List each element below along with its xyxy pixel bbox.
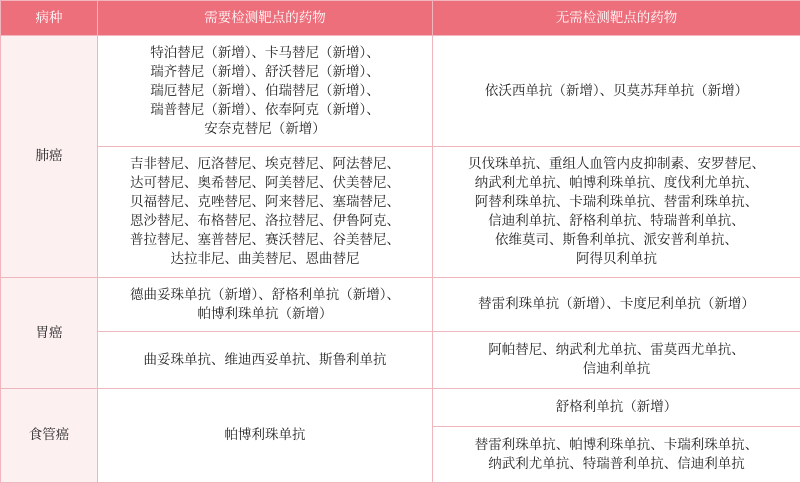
lung-need-new xyxy=(98,36,433,147)
drug-list: 舒格利单抗（新增） xyxy=(437,398,796,417)
disease-label: 胃癌 xyxy=(36,325,63,341)
drug-list: 吉非替尼、厄洛替尼、埃克替尼、阿法替尼、 达可替尼、奥希替尼、阿美替尼、伏美替尼、 贝福替尼、克唑替尼、阿来替尼、塞瑞替尼、 恩沙替尼、布格替尼、洛拉替尼、伊鲁阿克、 普拉替尼、塞普替尼、赛沃替尼、谷美替尼、 达拉非尼、曲美替尼、恩曲替尼 xyxy=(102,155,428,269)
disease-lung xyxy=(1,36,98,278)
stomach-need-old xyxy=(98,332,433,389)
esophagus-noneed-new xyxy=(433,389,800,427)
header-disease: 病种 xyxy=(1,1,98,36)
drug-list: 替雷利珠单抗（新增）、卡度尼利单抗（新增） xyxy=(437,295,796,314)
drug-list: 替雷利珠单抗、帕博利珠单抗、卡瑞利珠单抗、 纳武利尤单抗、特瑞普利单抗、信迪利单抗 xyxy=(437,436,796,474)
table-row xyxy=(1,278,800,332)
stomach-noneed-old xyxy=(433,332,800,389)
disease-esophagus xyxy=(1,389,98,483)
drug-list: 阿帕替尼、纳武利尤单抗、雷莫西尤单抗、 信迪利单抗 xyxy=(437,341,796,379)
table-row xyxy=(1,147,800,278)
lung-noneed-new xyxy=(433,36,800,147)
header-no-test: 无需检测靶点的药物 xyxy=(433,1,800,36)
lung-noneed-old xyxy=(433,147,800,278)
header-need-test: 需要检测靶点的药物 xyxy=(98,1,433,36)
drug-list: 帕博利珠单抗 xyxy=(102,426,428,445)
stomach-noneed-new xyxy=(433,278,800,332)
drug-list: 德曲妥珠单抗（新增）、舒格利单抗（新增）、 帕博利珠单抗（新增） xyxy=(102,286,428,324)
drug-list: 依沃西单抗（新增）、贝莫苏拜单抗（新增） xyxy=(437,82,796,101)
lung-need-old xyxy=(98,147,433,278)
table-row xyxy=(1,389,800,427)
esophagus-noneed-old xyxy=(433,427,800,483)
drug-list: 贝伐珠单抗、重组人血管内皮抑制素、安罗替尼、 纳武利尤单抗、帕博利珠单抗、度伐利尤单抗、 阿替利珠单抗、卡瑞利珠单抗、替雷利珠单抗、 信迪利单抗、舒格利单抗、特瑞普利单抗、 依维莫司、斯鲁利单抗、派安普利单抗、 阿得贝利单抗 xyxy=(437,155,796,269)
drug-list: 曲妥珠单抗、维迪西妥单抗、斯鲁利单抗 xyxy=(102,351,428,370)
header-row xyxy=(1,1,800,36)
table-row xyxy=(1,332,800,389)
stomach-need-new xyxy=(98,278,433,332)
disease-label: 肺癌 xyxy=(36,148,63,164)
disease-label: 食管癌 xyxy=(29,427,70,443)
drug-list: 特泊替尼（新增）、卡马替尼（新增）、 瑞齐替尼（新增）、舒沃替尼（新增）、 瑞厄替尼（新增）、伯瑞替尼（新增）、 瑞普替尼（新增）、依奉阿克（新增）、 安奈克替尼（新增） xyxy=(102,44,428,139)
table-row xyxy=(1,36,800,147)
esophagus-need xyxy=(98,389,433,483)
disease-stomach xyxy=(1,278,98,389)
